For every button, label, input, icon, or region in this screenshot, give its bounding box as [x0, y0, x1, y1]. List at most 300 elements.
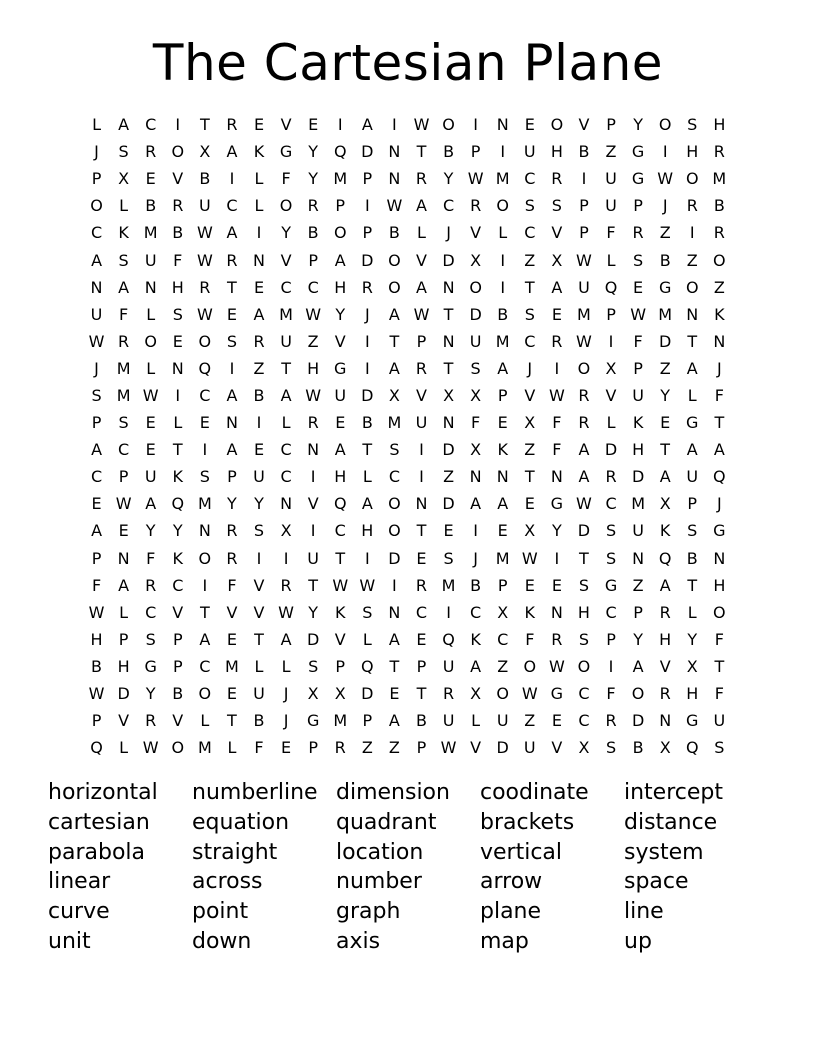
grid-letter[interactable]: N	[442, 413, 455, 433]
grid-letter[interactable]: N	[496, 115, 509, 135]
grid-letter[interactable]: P	[416, 738, 427, 758]
grid-letter[interactable]: S	[578, 629, 590, 649]
grid-letter[interactable]: A	[118, 115, 130, 135]
grid-letter[interactable]: M	[279, 304, 293, 324]
grid-letter[interactable]: P	[172, 656, 183, 676]
grid-letter[interactable]: V	[172, 602, 184, 622]
grid-letter[interactable]: P	[633, 602, 643, 622]
grid-letter[interactable]: M	[495, 169, 510, 189]
grid-letter[interactable]: R	[470, 196, 482, 216]
grid-letter[interactable]: W	[521, 548, 538, 568]
grid-letter[interactable]: T	[714, 656, 725, 676]
grid-letter[interactable]: L	[119, 196, 129, 216]
grid-letter[interactable]: W	[142, 738, 159, 758]
grid-letter[interactable]: D	[442, 250, 455, 270]
grid-letter[interactable]: O	[469, 277, 482, 297]
grid-letter[interactable]: S	[389, 440, 400, 460]
grid-letter[interactable]: S	[199, 467, 210, 487]
grid-letter[interactable]: R	[361, 277, 373, 297]
grid-letter[interactable]: J	[446, 223, 451, 243]
grid-letter[interactable]: L	[200, 711, 210, 731]
grid-letter[interactable]: P	[91, 711, 102, 731]
grid-letter[interactable]: R	[253, 331, 265, 351]
grid-letter[interactable]: B	[578, 142, 590, 162]
grid-letter[interactable]: Y	[308, 169, 319, 189]
grid-letter[interactable]: P	[497, 575, 508, 595]
grid-letter[interactable]: W	[332, 575, 349, 595]
grid-letter[interactable]: A	[416, 196, 427, 216]
grid-letter[interactable]: H	[90, 629, 103, 649]
grid-letter[interactable]: X	[524, 413, 536, 433]
grid-letter[interactable]: C	[578, 684, 590, 704]
grid-letter[interactable]: R	[226, 521, 238, 541]
grid-letter[interactable]: D	[361, 684, 374, 704]
grid-letter[interactable]: A	[632, 656, 644, 676]
grid-letter[interactable]: P	[335, 196, 346, 216]
grid-letter[interactable]: D	[442, 494, 455, 514]
grid-letter[interactable]: T	[308, 575, 319, 595]
grid-letter[interactable]: F	[254, 738, 264, 758]
grid-letter[interactable]: X	[524, 521, 536, 541]
grid-letter[interactable]: T	[172, 440, 183, 460]
grid-letter[interactable]: L	[173, 413, 183, 433]
grid-letter[interactable]: Z	[713, 277, 725, 297]
grid-letter[interactable]: S	[226, 331, 237, 351]
grid-letter[interactable]: X	[578, 738, 590, 758]
grid-letter[interactable]: L	[471, 711, 481, 731]
grid-letter[interactable]: K	[334, 602, 346, 622]
grid-letter[interactable]: I	[256, 223, 262, 243]
grid-letter[interactable]: P	[606, 304, 616, 324]
grid-letter[interactable]: V	[172, 169, 184, 189]
grid-letter[interactable]: M	[333, 169, 348, 189]
grid-letter[interactable]: A	[659, 467, 671, 487]
grid-letter[interactable]: L	[362, 629, 372, 649]
grid-letter[interactable]: D	[361, 385, 374, 405]
grid-letter[interactable]: A	[388, 711, 400, 731]
grid-letter[interactable]: E	[660, 413, 671, 433]
grid-letter[interactable]: W	[386, 196, 403, 216]
grid-letter[interactable]: L	[417, 223, 426, 243]
grid-letter[interactable]: Y	[145, 684, 156, 704]
grid-letter[interactable]: V	[605, 385, 617, 405]
grid-letter[interactable]: H	[334, 467, 347, 487]
grid-letter[interactable]: A	[334, 440, 346, 460]
grid-letter[interactable]: V	[470, 738, 482, 758]
grid-letter[interactable]: S	[118, 142, 129, 162]
grid-letter[interactable]: M	[387, 413, 402, 433]
grid-letter[interactable]: Z	[632, 575, 644, 595]
grid-letter[interactable]: O	[388, 494, 401, 514]
grid-letter[interactable]: L	[119, 738, 129, 758]
grid-letter[interactable]: O	[523, 656, 537, 676]
grid-letter[interactable]: O	[496, 196, 509, 216]
grid-letter[interactable]: R	[551, 331, 563, 351]
grid-letter[interactable]: E	[551, 575, 562, 595]
grid-letter[interactable]: X	[659, 738, 671, 758]
grid-letter[interactable]: U	[605, 196, 617, 216]
grid-letter[interactable]: P	[335, 656, 346, 676]
grid-letter[interactable]: U	[469, 331, 482, 351]
grid-letter[interactable]: A	[280, 385, 292, 405]
grid-letter[interactable]: R	[713, 223, 725, 243]
grid-letter[interactable]: F	[552, 413, 562, 433]
grid-letter[interactable]: V	[118, 711, 130, 731]
grid-letter[interactable]: C	[280, 277, 292, 297]
grid-letter[interactable]: S	[605, 738, 617, 758]
grid-letter[interactable]: S	[118, 250, 129, 270]
grid-letter[interactable]: Q	[90, 738, 103, 758]
grid-letter[interactable]: F	[606, 223, 616, 243]
grid-letter[interactable]: Q	[333, 494, 347, 514]
grid-letter[interactable]: Z	[686, 250, 698, 270]
grid-letter[interactable]: M	[143, 223, 158, 243]
grid-letter[interactable]: T	[254, 629, 264, 649]
grid-letter[interactable]: A	[361, 494, 373, 514]
grid-letter[interactable]: O	[442, 115, 455, 135]
grid-letter[interactable]: W	[467, 169, 484, 189]
grid-letter[interactable]: M	[197, 494, 212, 514]
grid-letter[interactable]: B	[686, 548, 698, 568]
grid-letter[interactable]: J	[527, 358, 533, 378]
grid-letter[interactable]: S	[91, 385, 102, 405]
grid-letter[interactable]: P	[362, 169, 373, 189]
grid-letter[interactable]: L	[92, 115, 101, 135]
grid-letter[interactable]: F	[714, 629, 724, 649]
grid-letter[interactable]: I	[256, 548, 262, 568]
grid-letter[interactable]: T	[524, 277, 535, 297]
grid-letter[interactable]: Y	[308, 602, 319, 622]
grid-letter[interactable]: O	[685, 277, 699, 297]
grid-letter[interactable]: R	[713, 142, 725, 162]
grid-letter[interactable]: A	[226, 223, 238, 243]
grid-letter[interactable]: Y	[551, 521, 562, 541]
grid-letter[interactable]: W	[115, 494, 132, 514]
grid-letter[interactable]: N	[415, 494, 428, 514]
grid-letter[interactable]: M	[116, 358, 131, 378]
grid-letter[interactable]: W	[196, 223, 213, 243]
grid-letter[interactable]: P	[91, 169, 102, 189]
grid-letter[interactable]: E	[389, 684, 400, 704]
grid-letter[interactable]: A	[226, 440, 238, 460]
grid-letter[interactable]: I	[283, 548, 289, 568]
grid-letter[interactable]: G	[604, 575, 618, 595]
grid-letter[interactable]: P	[579, 196, 589, 216]
grid-letter[interactable]: C	[470, 602, 482, 622]
grid-letter[interactable]: E	[551, 304, 562, 324]
grid-letter[interactable]: W	[576, 331, 592, 351]
grid-letter[interactable]: F	[91, 575, 102, 595]
grid-letter[interactable]: E	[145, 169, 156, 189]
grid-letter[interactable]: U	[144, 250, 157, 270]
grid-letter[interactable]: X	[280, 521, 292, 541]
grid-letter[interactable]: W	[630, 304, 647, 324]
grid-letter[interactable]: W	[305, 385, 322, 405]
grid-letter[interactable]: E	[524, 115, 535, 135]
grid-letter[interactable]: G	[631, 142, 645, 162]
grid-letter[interactable]: V	[253, 575, 265, 595]
grid-letter[interactable]: I	[608, 656, 614, 676]
grid-letter[interactable]: O	[333, 223, 347, 243]
grid-letter[interactable]: B	[443, 142, 455, 162]
grid-letter[interactable]: T	[389, 331, 400, 351]
grid-letter[interactable]: J	[364, 304, 370, 324]
grid-letter[interactable]: A	[199, 629, 211, 649]
grid-letter[interactable]: C	[605, 494, 617, 514]
grid-letter[interactable]: E	[91, 494, 102, 514]
grid-letter[interactable]: A	[91, 521, 103, 541]
grid-letter[interactable]: M	[225, 656, 239, 676]
grid-letter[interactable]: Q	[685, 738, 699, 758]
grid-letter[interactable]: N	[686, 304, 699, 324]
grid-letter[interactable]: J	[94, 358, 99, 378]
grid-letter[interactable]: N	[713, 548, 726, 568]
grid-letter[interactable]: H	[632, 440, 645, 460]
grid-letter[interactable]: V	[280, 115, 292, 135]
grid-letter[interactable]: R	[551, 169, 563, 189]
grid-letter[interactable]: Z	[605, 142, 617, 162]
grid-letter[interactable]: A	[361, 115, 373, 135]
grid-letter[interactable]: C	[90, 223, 103, 243]
grid-letter[interactable]: O	[198, 684, 212, 704]
grid-letter[interactable]: T	[660, 440, 671, 460]
grid-letter[interactable]: I	[446, 602, 451, 622]
grid-letter[interactable]: E	[253, 277, 265, 297]
grid-letter[interactable]: V	[334, 629, 346, 649]
grid-letter[interactable]: H	[577, 602, 590, 622]
grid-letter[interactable]: T	[524, 467, 535, 487]
grid-letter[interactable]: P	[308, 738, 318, 758]
grid-letter[interactable]: Q	[361, 656, 374, 676]
grid-letter[interactable]: N	[171, 358, 184, 378]
grid-letter[interactable]: O	[713, 602, 726, 622]
grid-letter[interactable]: I	[608, 331, 614, 351]
grid-letter[interactable]: B	[497, 304, 509, 324]
grid-letter[interactable]: K	[470, 629, 481, 649]
grid-letter[interactable]: F	[227, 575, 237, 595]
grid-letter[interactable]: E	[226, 684, 237, 704]
grid-letter[interactable]: P	[606, 115, 616, 135]
grid-letter[interactable]: B	[172, 223, 184, 243]
grid-letter[interactable]: R	[415, 358, 428, 378]
grid-letter[interactable]: W	[278, 602, 294, 622]
grid-letter[interactable]: P	[172, 629, 183, 649]
grid-letter[interactable]: A	[118, 277, 130, 297]
grid-letter[interactable]: S	[470, 358, 481, 378]
grid-letter[interactable]: N	[225, 413, 238, 433]
grid-letter[interactable]: W	[305, 304, 322, 324]
grid-letter[interactable]: P	[633, 196, 643, 216]
grid-letter[interactable]: R	[145, 711, 157, 731]
grid-letter[interactable]: R	[307, 196, 319, 216]
grid-letter[interactable]: C	[118, 440, 130, 460]
grid-letter[interactable]: I	[364, 331, 370, 351]
grid-letter[interactable]: P	[416, 331, 427, 351]
grid-letter[interactable]: U	[198, 196, 211, 216]
grid-letter[interactable]: E	[633, 277, 644, 297]
grid-letter[interactable]: I	[554, 358, 560, 378]
grid-letter[interactable]: X	[470, 250, 482, 270]
grid-letter[interactable]: S	[145, 629, 156, 649]
grid-letter[interactable]: F	[173, 250, 183, 270]
grid-letter[interactable]: H	[713, 575, 726, 595]
grid-letter[interactable]: E	[226, 629, 237, 649]
grid-letter[interactable]: Y	[254, 494, 264, 514]
grid-letter[interactable]: H	[171, 277, 184, 297]
grid-letter[interactable]: N	[442, 277, 455, 297]
grid-letter[interactable]: D	[604, 440, 618, 460]
grid-letter[interactable]: E	[497, 413, 508, 433]
grid-letter[interactable]: S	[687, 521, 698, 541]
grid-letter[interactable]: W	[88, 331, 105, 351]
grid-letter[interactable]: C	[199, 385, 211, 405]
grid-letter[interactable]: E	[524, 494, 535, 514]
grid-letter[interactable]: T	[714, 413, 725, 433]
grid-letter[interactable]: C	[442, 196, 455, 216]
grid-letter[interactable]: K	[714, 304, 725, 324]
grid-letter[interactable]: H	[361, 521, 374, 541]
grid-letter[interactable]: A	[388, 629, 400, 649]
grid-letter[interactable]: A	[470, 494, 482, 514]
grid-letter[interactable]: B	[361, 413, 373, 433]
grid-letter[interactable]: W	[142, 385, 159, 405]
grid-letter[interactable]: P	[687, 494, 698, 514]
grid-letter[interactable]: A	[416, 277, 427, 297]
grid-letter[interactable]: I	[175, 115, 181, 135]
grid-letter[interactable]: G	[550, 684, 564, 704]
grid-letter[interactable]: A	[497, 494, 509, 514]
grid-letter[interactable]: A	[686, 358, 698, 378]
grid-letter[interactable]: I	[256, 413, 262, 433]
grid-letter[interactable]: B	[632, 738, 644, 758]
grid-letter[interactable]: U	[578, 277, 590, 297]
grid-letter[interactable]: K	[253, 142, 265, 162]
grid-letter[interactable]: J	[94, 142, 99, 162]
grid-letter[interactable]: L	[254, 656, 264, 676]
grid-letter[interactable]: T	[227, 711, 237, 731]
grid-letter[interactable]: T	[687, 575, 698, 595]
grid-letter[interactable]: P	[416, 656, 427, 676]
grid-letter[interactable]: S	[605, 548, 617, 568]
grid-letter[interactable]: R	[415, 575, 428, 595]
grid-letter[interactable]: A	[91, 440, 103, 460]
grid-letter[interactable]: F	[119, 304, 129, 324]
grid-letter[interactable]: R	[578, 385, 590, 405]
grid-letter[interactable]: B	[91, 656, 103, 676]
grid-letter[interactable]: A	[226, 385, 238, 405]
grid-letter[interactable]: R	[307, 413, 319, 433]
grid-letter[interactable]: A	[578, 467, 590, 487]
grid-letter[interactable]: N	[632, 548, 645, 568]
grid-letter[interactable]: V	[307, 494, 319, 514]
grid-letter[interactable]: N	[144, 277, 157, 297]
grid-letter[interactable]: O	[144, 331, 157, 351]
grid-letter[interactable]: I	[202, 575, 208, 595]
grid-letter[interactable]: A	[334, 250, 346, 270]
grid-letter[interactable]: U	[523, 142, 536, 162]
grid-letter[interactable]: J	[283, 684, 289, 704]
grid-letter[interactable]: P	[362, 711, 373, 731]
grid-letter[interactable]: R	[632, 223, 644, 243]
grid-letter[interactable]: O	[685, 169, 699, 189]
grid-letter[interactable]: M	[441, 575, 456, 595]
grid-letter[interactable]: N	[253, 250, 265, 270]
grid-letter[interactable]: D	[469, 304, 482, 324]
grid-letter[interactable]: M	[712, 169, 727, 189]
grid-letter[interactable]: J	[283, 711, 289, 731]
grid-letter[interactable]: T	[227, 277, 237, 297]
grid-letter[interactable]: C	[145, 602, 157, 622]
grid-letter[interactable]: V	[416, 250, 427, 270]
grid-letter[interactable]: W	[576, 250, 592, 270]
grid-letter[interactable]: N	[496, 467, 509, 487]
grid-letter[interactable]: V	[172, 711, 184, 731]
grid-letter[interactable]: U	[632, 521, 644, 541]
grid-letter[interactable]: T	[335, 548, 346, 568]
grid-letter[interactable]: U	[90, 304, 103, 324]
grid-letter[interactable]: E	[443, 521, 454, 541]
grid-letter[interactable]: U	[713, 711, 726, 731]
grid-letter[interactable]: I	[202, 440, 208, 460]
grid-letter[interactable]: X	[334, 684, 346, 704]
grid-letter[interactable]: I	[364, 358, 370, 378]
grid-letter[interactable]: P	[497, 385, 508, 405]
grid-letter[interactable]: P	[118, 629, 129, 649]
grid-letter[interactable]: H	[334, 277, 347, 297]
grid-letter[interactable]: S	[633, 250, 644, 270]
grid-letter[interactable]: N	[550, 602, 563, 622]
grid-letter[interactable]: N	[280, 494, 293, 514]
grid-letter[interactable]: S	[524, 196, 535, 216]
grid-letter[interactable]: T	[443, 358, 454, 378]
grid-letter[interactable]: R	[334, 738, 346, 758]
grid-letter[interactable]: D	[442, 440, 455, 460]
grid-letter[interactable]: G	[686, 711, 699, 731]
grid-letter[interactable]: U	[415, 413, 428, 433]
grid-letter[interactable]: W	[196, 250, 213, 270]
grid-letter[interactable]: U	[442, 656, 455, 676]
grid-letter[interactable]: A	[253, 304, 265, 324]
grid-letter[interactable]: B	[307, 223, 319, 243]
grid-letter[interactable]: I	[662, 142, 668, 162]
grid-letter[interactable]: V	[416, 385, 427, 405]
grid-letter[interactable]: S	[524, 304, 535, 324]
grid-letter[interactable]: V	[334, 331, 346, 351]
grid-letter[interactable]: K	[659, 521, 671, 541]
grid-letter[interactable]: A	[686, 440, 698, 460]
grid-letter[interactable]: R	[578, 413, 590, 433]
grid-letter[interactable]: I	[175, 385, 181, 405]
grid-letter[interactable]: F	[471, 413, 481, 433]
grid-letter[interactable]: B	[145, 196, 157, 216]
grid-letter[interactable]: V	[551, 738, 563, 758]
grid-letter[interactable]: R	[686, 196, 698, 216]
grid-letter[interactable]: S	[362, 602, 373, 622]
grid-letter[interactable]: I	[500, 250, 506, 270]
grid-letter[interactable]: R	[659, 602, 671, 622]
grid-letter[interactable]: C	[307, 277, 319, 297]
grid-letter[interactable]: E	[416, 548, 427, 568]
grid-letter[interactable]: C	[334, 521, 346, 541]
grid-letter[interactable]: C	[145, 115, 157, 135]
grid-letter[interactable]: S	[118, 413, 129, 433]
grid-letter[interactable]: C	[524, 169, 536, 189]
grid-letter[interactable]: Y	[687, 629, 698, 649]
grid-letter[interactable]: X	[118, 169, 130, 189]
grid-letter[interactable]: F	[606, 684, 616, 704]
grid-letter[interactable]: O	[198, 331, 212, 351]
grid-letter[interactable]: O	[171, 738, 185, 758]
